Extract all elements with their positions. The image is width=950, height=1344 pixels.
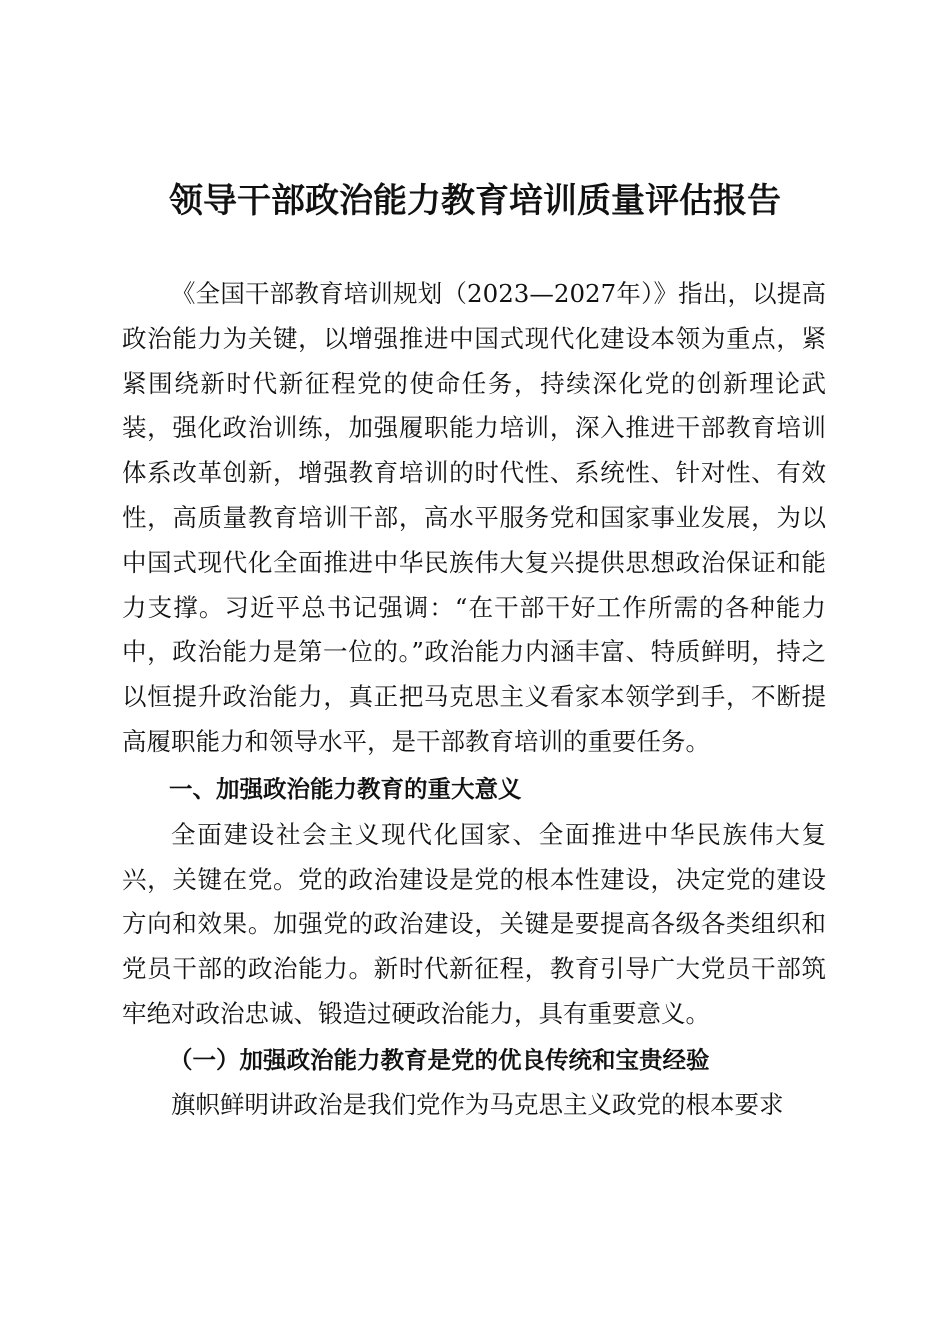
section-1-paragraph: 全面建设社会主义现代化国家、全面推进中华民族伟大复兴，关键在党。党的政治建设是党的根本性建设，决定党的建设方向和效果。加强党的政治建设，关键是要提高各级各类组织和党员干部的政治能力。新时代新征程，教育引导广大党员干部筑牢绝对政治忠诚、锻造过硬政治能力，具有重要意义。 [122,819,826,1028]
subsection-heading-1: （一）加强政治能力教育是党的优良传统和宝贵经验 [169,1045,710,1074]
subsection-1-paragraph: 旗帜鲜明讲政治是我们党作为马克思主义政党的根本要求 [171,1089,784,1119]
intro-paragraph: 《全国干部教育培训规划（2023—2027年）》指出，以提高政治能力为关键，以增强推进中国式现代化建设本领为重点，紧紧围绕新时代新征程党的使命任务，持续深化党的创新理论武装，强化政治训练，加强履职能力培训，深入推进干部教育培训体系改革创新，增强教育培训的时代性、系统性、针对性、有效性，高质量教育培训干部，高水平服务党和国家事业发展，为以中国式现代化全面推进中华民族伟大复兴提供思想政治保证和能力支撑。习近平总书记强调：“在干部干好工作所需的各种能力中，政治能力是第一位的。”政治能力内涵丰富、特质鲜明，持之以恒提升政治能力，真正把马克思主义看家本领学到手，不断提高履职能力和领导水平，是干部教育培训的重要任务。 [122,279,826,756]
section-heading-1: 一、加强政治能力教育的重大意义 [169,774,522,803]
document-title: 领导干部政治能力教育培训质量评估报告 [169,181,781,221]
document-body [122,272,826,1128]
